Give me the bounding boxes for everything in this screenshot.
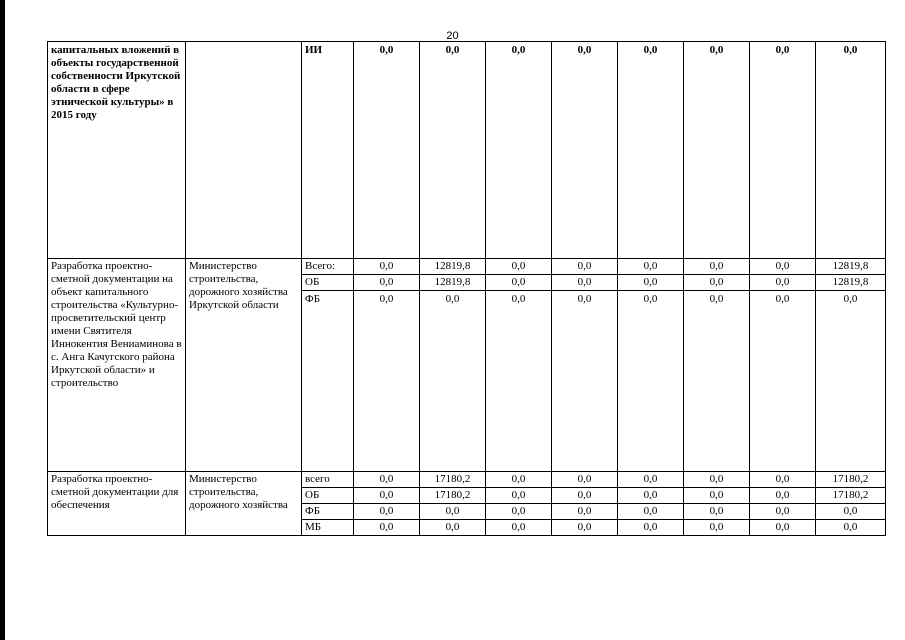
value-cell: 0,0: [552, 291, 618, 472]
value-cell: 0,0: [486, 520, 552, 536]
value-cell: 0,0: [486, 488, 552, 504]
value-cell: 0,0: [750, 259, 816, 275]
value-cell: 0,0: [354, 520, 420, 536]
value-cell: 0,0: [618, 472, 684, 488]
value-cell: 0,0: [486, 504, 552, 520]
funding-source: ИИ: [302, 42, 354, 259]
value-cell: 0,0: [684, 259, 750, 275]
funding-source: ОБ: [302, 275, 354, 291]
value-cell: 0,0: [684, 472, 750, 488]
value-cell: 0,0: [552, 488, 618, 504]
value-cell: 0,0: [618, 520, 684, 536]
value-cell: 0,0: [420, 291, 486, 472]
value-cell: 0,0: [750, 520, 816, 536]
value-cell: 0,0: [552, 472, 618, 488]
value-cell: 0,0: [486, 472, 552, 488]
table-row: [48, 259, 886, 275]
value-cell: 0,0: [552, 259, 618, 275]
program-table: [47, 41, 886, 536]
activity-name: Разработка проектно-сметной документации для обеспечения: [48, 472, 186, 536]
value-cell: 0,0: [618, 504, 684, 520]
funding-source: ОБ: [302, 488, 354, 504]
activity-name: Разработка проектно-сметной документации на объект капитального строительства «Культурно-просветительский центр имени Святителя Иннокентия Вениаминова в с. Анга Качугского района Иркутской области» и строительство: [48, 259, 186, 472]
value-cell: 0,0: [552, 504, 618, 520]
funding-source: ФБ: [302, 504, 354, 520]
value-cell: 0,0: [420, 42, 486, 259]
value-cell: 0,0: [354, 472, 420, 488]
value-cell: 0,0: [552, 275, 618, 291]
value-cell: 17180,2: [816, 472, 886, 488]
value-cell: 0,0: [486, 291, 552, 472]
value-cell: 0,0: [750, 291, 816, 472]
value-cell: 17180,2: [420, 488, 486, 504]
responsible-executor: Министерство строительства, дорожного хозяйства: [186, 472, 302, 536]
table-row: [48, 42, 886, 259]
value-cell: 12819,8: [420, 259, 486, 275]
value-cell: 0,0: [750, 42, 816, 259]
activity-name: капитальных вложений в объекты государственной собственности Иркутской области в сфере этнической культуры» в 2015 году: [48, 42, 186, 259]
value-cell: 0,0: [750, 472, 816, 488]
value-cell: 0,0: [486, 259, 552, 275]
value-cell: 0,0: [354, 291, 420, 472]
value-cell: 17180,2: [420, 472, 486, 488]
value-cell: 12819,8: [816, 259, 886, 275]
value-cell: 0,0: [816, 42, 886, 259]
funding-source: ФБ: [302, 291, 354, 472]
value-cell: 0,0: [354, 42, 420, 259]
value-cell: 0,0: [816, 291, 886, 472]
value-cell: 0,0: [684, 520, 750, 536]
value-cell: 12819,8: [420, 275, 486, 291]
value-cell: 0,0: [684, 488, 750, 504]
funding-source: Всего:: [302, 259, 354, 275]
value-cell: 17180,2: [816, 488, 886, 504]
value-cell: 0,0: [684, 42, 750, 259]
funding-source: МБ: [302, 520, 354, 536]
value-cell: 0,0: [618, 42, 684, 259]
value-cell: 0,0: [684, 291, 750, 472]
value-cell: 0,0: [750, 488, 816, 504]
value-cell: 0,0: [420, 504, 486, 520]
value-cell: 0,0: [684, 275, 750, 291]
value-cell: 0,0: [552, 42, 618, 259]
value-cell: 0,0: [618, 488, 684, 504]
value-cell: 0,0: [420, 520, 486, 536]
value-cell: 0,0: [816, 520, 886, 536]
table-row: [48, 472, 886, 488]
value-cell: 0,0: [618, 259, 684, 275]
value-cell: 0,0: [816, 504, 886, 520]
value-cell: 0,0: [486, 42, 552, 259]
funding-source: всего: [302, 472, 354, 488]
value-cell: 0,0: [684, 504, 750, 520]
value-cell: 0,0: [750, 275, 816, 291]
value-cell: 0,0: [750, 504, 816, 520]
page-number: 20: [446, 30, 459, 42]
value-cell: 0,0: [552, 520, 618, 536]
value-cell: 0,0: [486, 275, 552, 291]
responsible-executor: [186, 42, 302, 259]
value-cell: 0,0: [618, 291, 684, 472]
left-binding-edge: [0, 0, 5, 640]
value-cell: 0,0: [354, 275, 420, 291]
value-cell: 0,0: [618, 275, 684, 291]
value-cell: 0,0: [354, 488, 420, 504]
value-cell: 0,0: [354, 259, 420, 275]
value-cell: 12819,8: [816, 275, 886, 291]
responsible-executor: Министерство строительства, дорожного хозяйства Иркутской области: [186, 259, 302, 472]
value-cell: 0,0: [354, 504, 420, 520]
